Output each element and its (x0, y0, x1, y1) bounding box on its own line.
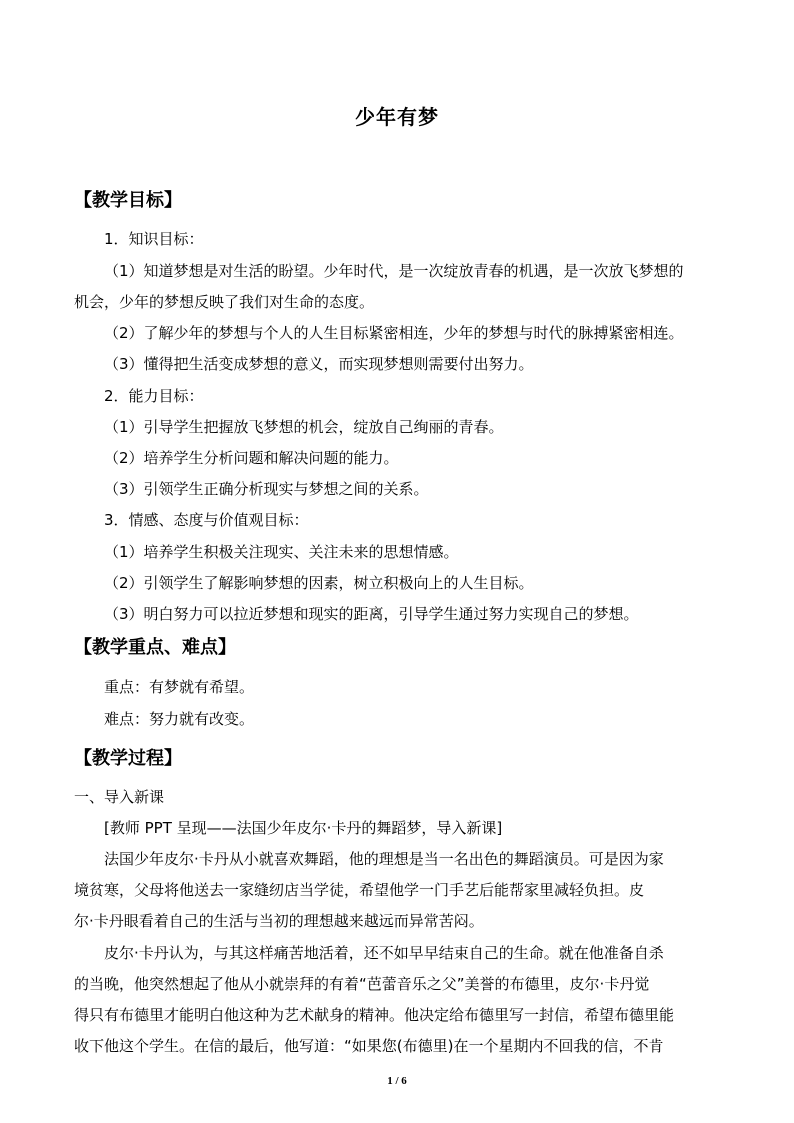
goal-ability-item-2: （2）培养学生分析问题和解决问题的能力。 (104, 449, 399, 467)
story-paragraph-2-line1: 皮尔·卡丹认为，与其这样痛苦地活着，还不如早早结束自己的生命。就在他准备自杀 (104, 944, 664, 962)
goal-knowledge-item-3: （3）懂得把生活变成梦想的意义，而实现梦想则需要付出努力。 (104, 355, 534, 373)
goal-ability-item-1: （1）引导学生把握放飞梦想的机会，绽放自己绚丽的青春。 (104, 418, 504, 436)
page-number: 1 / 6 (387, 1075, 407, 1087)
goal-knowledge-item-2: （2）了解少年的梦想与个人的人生目标紧密相连，少年的梦想与时代的脉搏紧密相连。 (104, 324, 684, 342)
document-title: 少年有梦 (355, 105, 439, 129)
story-paragraph-2-line3: 得只有布德里才能明白他这种为艺术献身的精神。他决定给布德里写一封信，希望布德里能 (74, 1006, 675, 1024)
section-heading-process: 【教学过程】 (74, 748, 182, 769)
story-paragraph-1-line3: 尔·卡丹眼看着自己的生活与当初的理想越来越远而异常苦闷。 (74, 912, 484, 930)
key-point: 重点：有梦就有希望。 (104, 678, 255, 696)
teacher-note: [教师 PPT 呈现——法国少年皮尔·卡丹的舞蹈梦，导入新课] (104, 819, 503, 837)
goal-knowledge-heading: 1．知识目标： (104, 230, 204, 248)
goal-ability-heading: 2．能力目标： (104, 387, 204, 405)
goal-emotion-item-1: （1）培养学生积极关注现实、关注未来的思想情感。 (104, 543, 459, 561)
section-heading-key-points: 【教学重点、难点】 (74, 637, 236, 658)
goal-knowledge-item-1-line1: （1）知道梦想是对生活的盼望。少年时代，是一次绽放青春的机遇，是一次放飞梦想的 (104, 262, 684, 280)
goal-ability-item-3: （3）引领学生正确分析现实与梦想之间的关系。 (104, 480, 429, 498)
goal-emotion-heading: 3．情感、态度与价值观目标： (104, 511, 309, 529)
difficult-point: 难点：努力就有改变。 (104, 710, 255, 728)
process-step1-heading: 一、导入新课 (74, 788, 165, 806)
story-paragraph-2-line4: 收下他这个学生。在信的最后，他写道：“如果您(布德里)在一个星期内不回我的信，不肯 (74, 1037, 664, 1055)
goal-emotion-item-3: （3）明白努力可以拉近梦想和现实的距离，引导学生通过努力实现自己的梦想。 (104, 605, 639, 623)
story-paragraph-1-line2: 境贫寒，父母将他送去一家缝纫店当学徒，希望他学一门手艺后能帮家里减轻负担。皮 (74, 881, 645, 899)
story-paragraph-1-line1: 法国少年皮尔·卡丹从小就喜欢舞蹈，他的理想是当一名出色的舞蹈演员。可是因为家 (104, 850, 664, 868)
goal-knowledge-item-1-line2: 机会，少年的梦想反映了我们对生命的态度。 (74, 293, 375, 311)
section-heading-goals: 【教学目标】 (74, 190, 182, 211)
story-paragraph-2-line2: 的当晚，他突然想起了他从小就崇拜的有着“芭蕾音乐之父”美誉的布德里，皮尔·卡丹觉 (74, 975, 650, 993)
goal-emotion-item-2: （2）引领学生了解影响梦想的因素，树立积极向上的人生目标。 (104, 574, 534, 592)
